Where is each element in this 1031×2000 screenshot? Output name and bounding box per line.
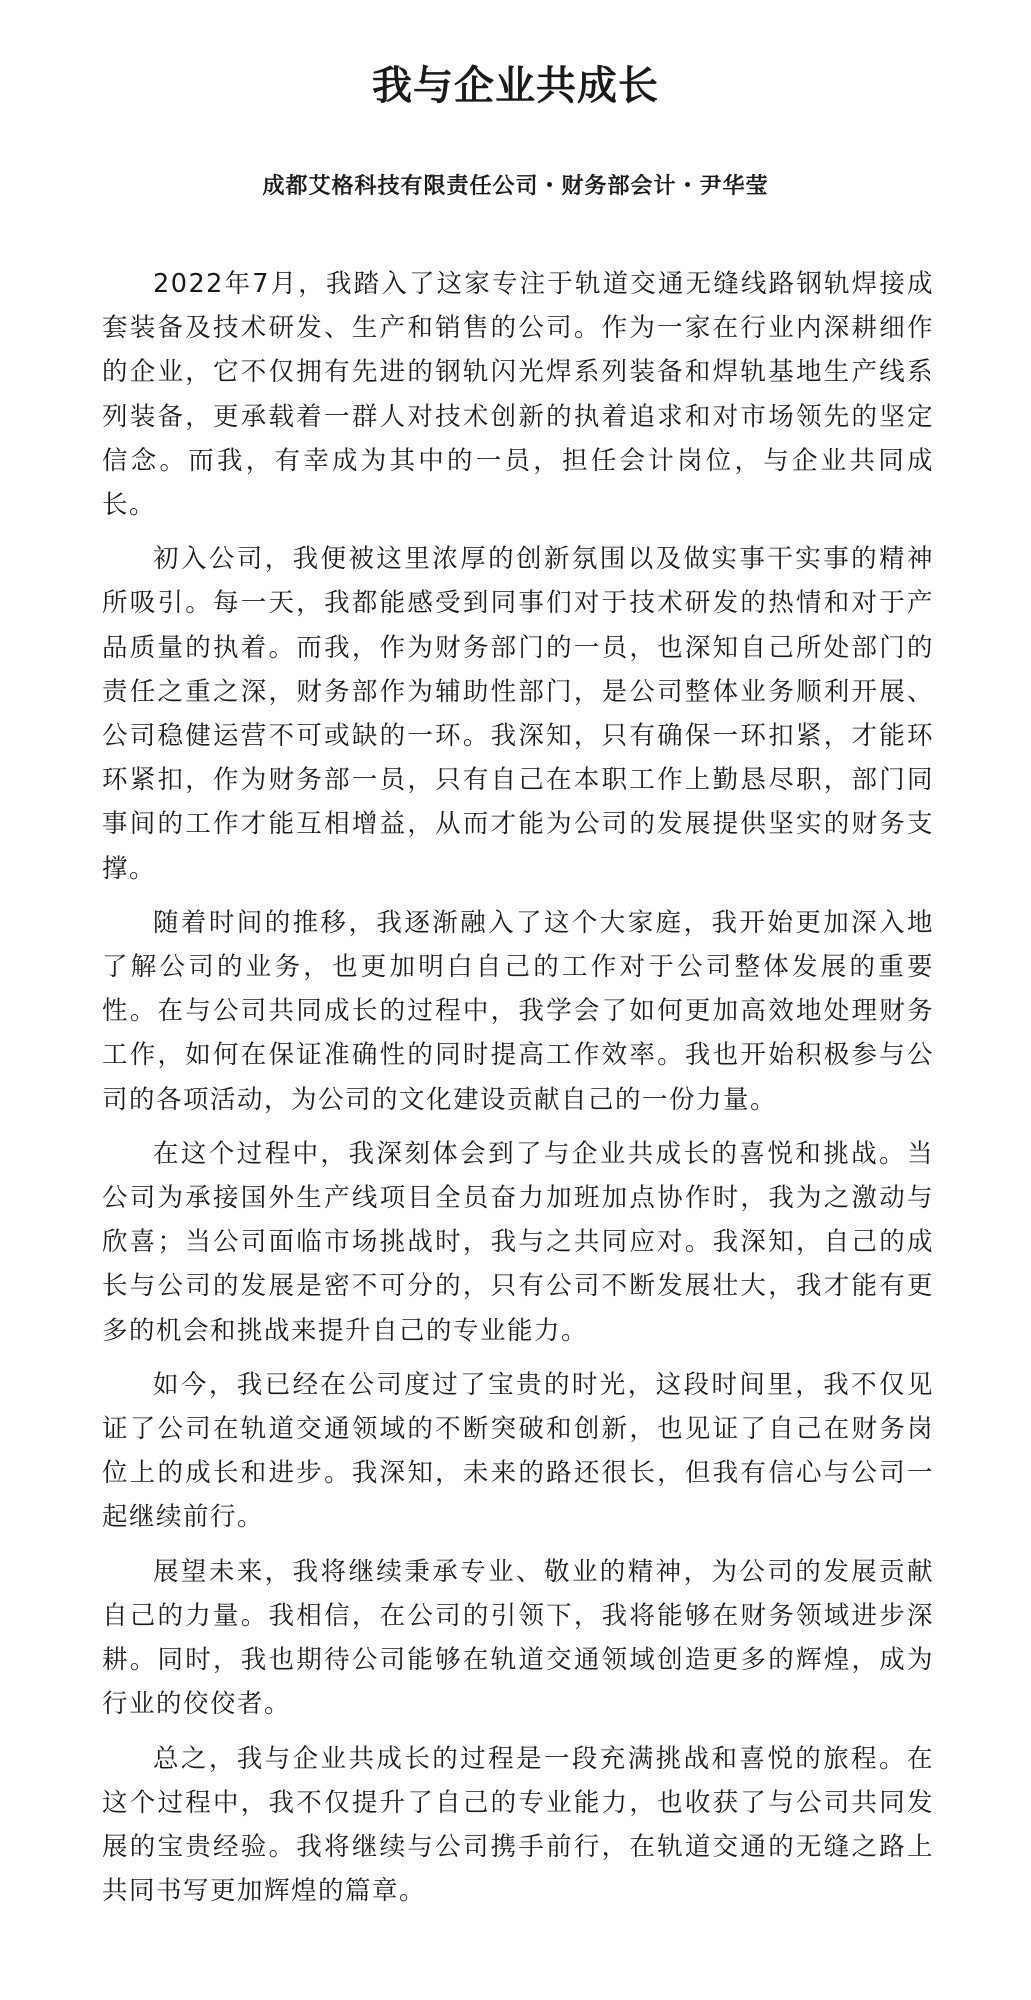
article-title: 我与企业共成长 <box>372 62 659 109</box>
paragraph: 在这个过程中，我深刻体会到了与企业共成长的喜悦和挑战。当公司为承接国外生产线项目全员奋力加班加点协作时，我为之激动与欣喜；当公司面临市场挑战时，我与之共同应对。我深知，自己的成长与公司的发展是密不可分的，只有公司不断发展壮大，我才能有更多的机会和挑战来提升自己的专业能力。 <box>102 1138 934 1346</box>
paragraph: 展望未来，我将继续秉承专业、敬业的精神，为公司的发展贡献自己的力量。我相信，在公司的引领下，我将能够在财务领域进步深耕。同时，我也期待公司能够在轨道交通领域创造更多的辉煌，成为行业的佼佼者。 <box>102 1556 934 1720</box>
paragraph: 总之，我与企业共成长的过程是一段充满挑战和喜悦的旅程。在这个过程中，我不仅提升了自己的专业能力，也收获了与公司共同发展的宝贵经验。我将继续与公司携手前行，在轨道交通的无缝之路上共同书写更加辉煌的篇章。 <box>102 1743 934 1907</box>
article-byline: 成都艾格科技有限责任公司・财务部会计・尹华莹 <box>262 173 769 199</box>
article-body <box>102 262 934 1923</box>
paragraph: 随着时间的推移，我逐渐融入了这个大家庭，我开始更加深入地了解公司的业务，也更加明白自己的工作对于公司整体发展的重要性。在与公司共同成长的过程中，我学会了如何更加高效地处理财务工作，如何在保证准确性的同时提高工作效率。我也开始积极参与公司的各项活动，为公司的文化建设贡献自己的一份力量。 <box>102 907 934 1115</box>
paragraph: 初入公司，我便被这里浓厚的创新氛围以及做实事干实事的精神所吸引。每一天，我都能感受到同事们对于技术研发的热情和对于产品质量的执着。而我，作为财务部门的一员，也深知自己所处部门的责任之重之深，财务部作为辅助性部门，是公司整体业务顺利开展、公司稳健运营不可或缺的一环。我深知，只有确保一环扣紧，才能环环紧扣，作为财务部一员，只有自己在本职工作上勤恳尽职，部门同事间的工作才能互相增益，从而才能为公司的发展提供坚实的财务支撑。 <box>102 544 934 884</box>
paragraph: 2022年7月，我踏入了这家专注于轨道交通无缝线路钢轨焊接成套装备及技术研发、生产和销售的公司。作为一家在行业内深耕细作的企业，它不仅拥有先进的钢轨闪光焊系列装备和焊轨基地生产线系列装备，更承载着一群人对技术创新的执着追求和对市场领先的坚定信念。而我，有幸成为其中的一员，担任会计岗位，与企业共同成长。 <box>102 269 934 521</box>
paragraph: 如今，我已经在公司度过了宝贵的时光，这段时间里，我不仅见证了公司在轨道交通领域的不断突破和创新，也见证了自己在财务岗位上的成长和进步。我深知，未来的路还很长，但我有信心与公司一起继续前行。 <box>102 1369 934 1533</box>
